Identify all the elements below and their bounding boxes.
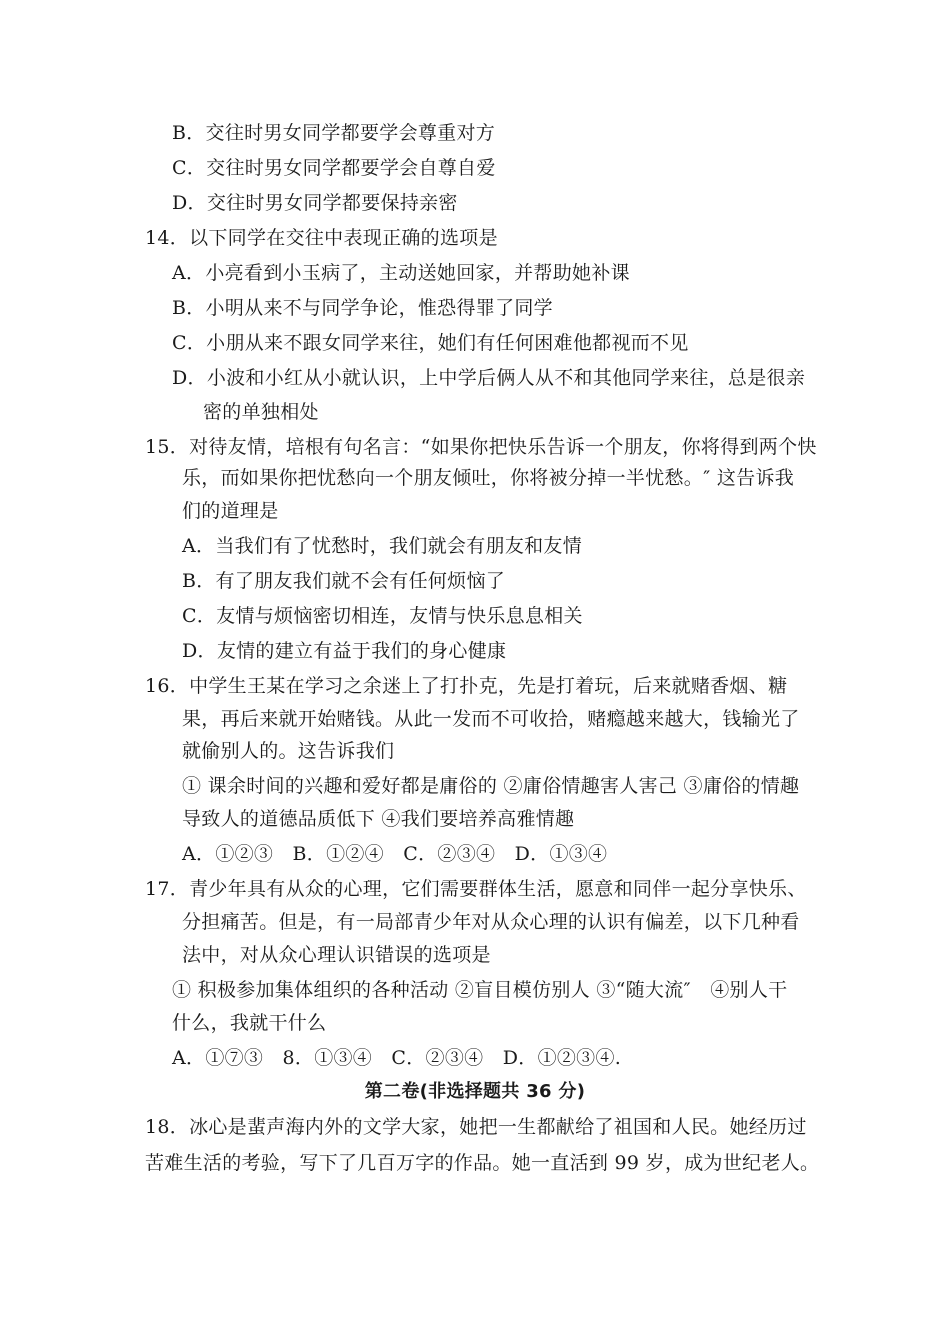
q15-stem: 15．对待友情，培根有句名言：“如果你把快乐告诉一个朋友，你将得到两个快 — [145, 436, 817, 458]
q17-stem-line2: 分担痛苦。但是，有一局部青少年对从众心理的认识有偏差，以下几种看 — [182, 911, 800, 933]
q18-line2: 苦难生活的考验，写下了几百万字的作品。她一直活到 99 岁，成为世纪老人。 — [145, 1152, 820, 1174]
q14-option-d-continued: 密的单独相处 — [203, 401, 319, 423]
q18-line1: 18．冰心是蜚声海内外的文学大家，她把一生都献给了祖国和人民。她经历过 — [145, 1116, 807, 1138]
q13-option-c: C．交往时男女同学都要学会自尊自爱 — [172, 157, 496, 179]
q15-stem-line3: 们的道理是 — [182, 500, 279, 522]
q15-option-b: B．有了朋友我们就不会有任何烦恼了 — [182, 570, 506, 592]
q16-stem-line3: 就偷别人的。这告诉我们 — [182, 740, 395, 762]
q14-stem: 14．以下同学在交往中表现正确的选项是 — [145, 227, 498, 249]
q15-option-d: D．友情的建立有益于我们的身心健康 — [182, 640, 507, 662]
q13-option-d: D．交往时男女同学都要保持亲密 — [172, 192, 458, 214]
q15-option-a: A．当我们有了忧愁时，我们就会有朋友和友情 — [182, 535, 583, 557]
q13-option-b: B．交往时男女同学都要学会尊重对方 — [172, 122, 496, 144]
q14-option-c: C．小朋从来不跟女同学来往，她们有任何困难他都视而不见 — [172, 332, 689, 354]
q16-stem: 16．中学生王某在学习之余迷上了打扑克，先是打着玩，后来就赌香烟、糖 — [145, 675, 788, 697]
q16-choices: A．①②③ B．①②④ C．②③④ D．①③④ — [182, 843, 608, 865]
q17-choices: A．①⑦③ 8．①③④ C．②③④ D．①②③④. — [172, 1047, 622, 1069]
q17-stem: 17．青少年具有从众的心理，它们需要群体生活，愿意和同伴一起分享快乐、 — [145, 878, 807, 900]
q14-option-d: D．小波和小红从小就认识，上中学后俩人从不和其他同学来往，总是很亲 — [172, 367, 806, 389]
q17-items: ① 积极参加集体组织的各种活动 ②盲目模仿别人 ③“随大流″ ④别人干 — [172, 979, 788, 1001]
q14-option-a: A．小亮看到小玉病了，主动送她回家，并帮助她补课 — [172, 262, 630, 284]
section-two-title: 第二卷(非选择题共 36 分) — [364, 1081, 586, 1102]
q16-items-line2: 导致人的道德品质低下 ④我们要培养高雅情趣 — [182, 808, 575, 830]
q16-stem-line2: 果，再后来就开始赌钱。从此一发而不可收拾，赌瘾越来越大，钱输光了 — [182, 708, 800, 730]
q16-items: ① 课余时间的兴趣和爱好都是庸俗的 ②庸俗情趣害人害己 ③庸俗的情趣 — [182, 775, 800, 797]
q15-option-c: C．友情与烦恼密切相连，友情与快乐息息相关 — [182, 605, 583, 627]
q15-stem-line2: 乐，而如果你把忧愁向一个朋友倾吐，你将被分掉一半忧愁。″ 这告诉我 — [182, 467, 795, 489]
q17-stem-line3: 法中，对从众心理认识错误的选项是 — [182, 944, 491, 966]
q14-option-b: B．小明从来不与同学争论，惟恐得罪了同学 — [172, 297, 553, 319]
q17-items-line2: 什么，我就干什么 — [172, 1012, 327, 1034]
